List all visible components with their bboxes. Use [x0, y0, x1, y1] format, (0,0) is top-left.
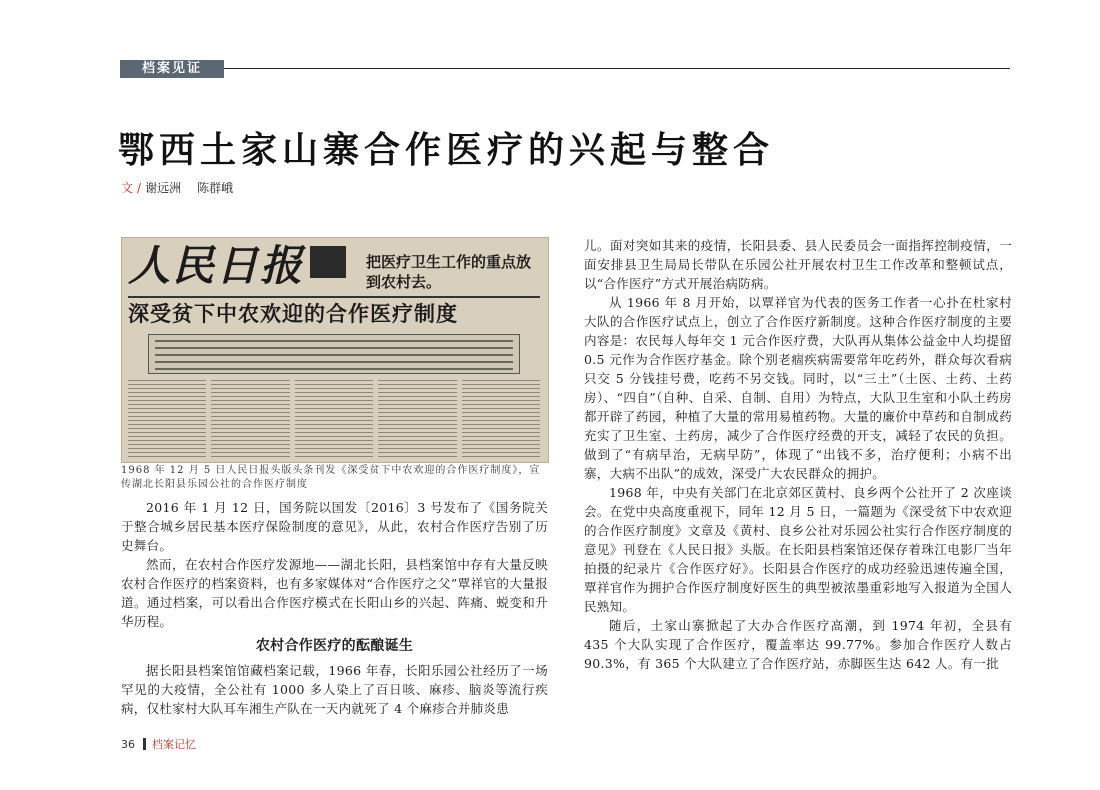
right-column	[584, 236, 1012, 673]
author-name: 陈群峨	[197, 181, 234, 195]
left-column	[121, 498, 548, 718]
section-tag: 档案见证	[120, 60, 224, 78]
header-rule	[224, 68, 1010, 69]
byline-separator: /	[137, 181, 142, 195]
newspaper-headline-top: 把医疗卫生工作的重点放到农村去。	[366, 253, 532, 291]
paragraph: 据长阳县档案馆馆藏档案记载，1966 年春，长阳乐园公社经历了一场罕见的大疫情，全公社有 1000 多人染上了百日咳、麻疹、脑炎等流行疾病，仅杜家村大队耳车湘生产队在一天内就死了 4 个麻疹合并肺炎患	[121, 663, 548, 716]
photo-caption: 1968 年 12 月 5 日人民日报头版头条刊发《深受贫下中农欢迎的合作医疗制度》，宣传湖北长阳县乐园公社的合作医疗制度	[121, 465, 541, 490]
paragraph: 1968 年，中央有关部门在北京郊区黄村、良乡两个公社开了 2 次座谈会。在党中央高度重视下，同年 12 月 5 日，一篇题为《深受贫下中农欢迎的合作医疗制度》文章及《黄村、良乡公社对乐园公社实行合作医疗制度的意见》刊登在《人民日报》头版。在长阳县档案馆还保存着珠江电影厂当年拍摄的纪录片《合作医疗好》。长阳县合作医疗的成功经验迅速传遍全国，覃祥官作为拥护合作医疗制度好医生的典型被浓墨重彩地写入报道为全国人民熟知。	[584, 485, 1012, 614]
editor-note-box	[148, 334, 520, 374]
newspaper-headline-main: 深受贫下中农欢迎的合作医疗制度	[128, 302, 458, 326]
byline	[121, 180, 249, 196]
paragraph: 2016 年 1 月 12 日，国务院以国发〔2016〕3 号发布了《国务院关于整合城乡居民基本医疗保险制度的意见》，从此，农村合作医疗告别了历史舞台。	[121, 500, 548, 553]
magazine-name: 档案记忆	[152, 738, 196, 751]
newspaper-rule	[128, 296, 540, 298]
section-subheading: 农村合作医疗的酝酿诞生	[255, 638, 414, 654]
newspaper-columns	[128, 380, 540, 458]
footer-divider	[143, 738, 146, 750]
quotation-box	[310, 246, 346, 278]
newspaper-photo	[121, 237, 549, 463]
paragraph: 儿。面对突如其来的疫情，长阳县委、县人民委员会一面指挥控制疫情，一面安排县卫生局局长带队在乐园公社开展农村卫生工作改革和整顿试点，以“合作医疗”方式开展治病防病。	[584, 238, 1012, 291]
paragraph: 从 1966 年 8 月开始，以覃祥官为代表的医务工作者一心扑在杜家村大队的合作医疗试点上，创立了合作医疗新制度。这种合作医疗制度的主要内容是：农民每人每年交 1 元合作医疗费，大队再从集体公益金中人均提留 0.5 元作为合作医疗基金。除个别老痼疾病需要常年吃药外，群众每次看病只交 5 分钱挂号费，吃药不另交钱。同时，以“三土”（土医、土药、土药房）、“四自”（自种、自采、自制、自用）为特点，大队卫生室和小队土药房都开辟了药园，种植了大量的常用易植药物。大量的廉价中草药和自制成药充实了卫生室、土药房，减少了合作医疗经费的开支，减轻了农民的负担。做到了“有病早治，无病早防”，体现了“出钱不多，治疗便利；小病不出寨，大病不出队”的成效，深受广大农民群众的拥护。	[584, 295, 1012, 481]
byline-prefix: 文	[121, 181, 134, 195]
author-name: 谢远洲	[145, 181, 182, 195]
article-title: 鄂西土家山寨合作医疗的兴起与整合	[118, 129, 775, 171]
paragraph: 随后，土家山寨掀起了大办合作医疗高潮，到 1974 年初，全县有 435 个大队实现了合作医疗，覆盖率达 99.77%。参加合作医疗人数占 90.3%，有 365 个大队建立了合作医疗站，赤脚医生达 642 人。有一批	[584, 618, 1012, 671]
paragraph: 然而，在农村合作医疗发源地——湖北长阳，县档案馆中存有大量反映农村合作医疗的档案资料，也有多家媒体对“合作医疗之父”覃祥官的大量报道。通过档案，可以看出合作医疗模式在长阳山乡的兴起、阵痛、蜕变和升华历程。	[121, 557, 548, 629]
page-footer	[121, 738, 196, 752]
newspaper-masthead: 人民日报	[128, 241, 305, 290]
page-number: 36	[121, 738, 135, 751]
